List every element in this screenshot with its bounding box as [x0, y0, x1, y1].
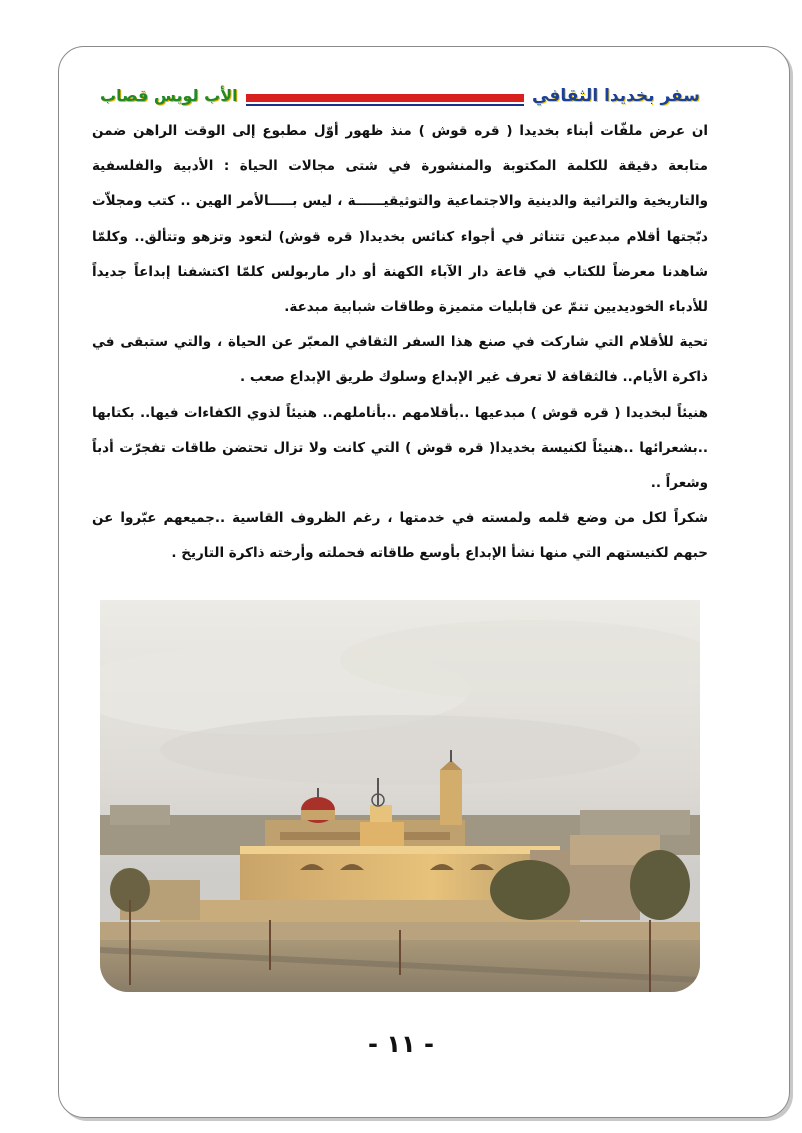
- church-town-photo: [100, 600, 700, 992]
- page-number: - ١١ -: [368, 1030, 434, 1058]
- paragraph-3: هنيئاً لبخديدا ( قره قوش ) مبدعيها ..بأقلامهم ..بأناملهم.. هنيئاً لذوي الكفاءات فيها.. بكتابها ..بشعرائها ..هنيئاً لكنيسة بخديدا( قره قوش ) التي كانت ولا تزال تحتضن طاقات تفجرّت أدباً وشعراً ..: [92, 404, 708, 492]
- author-name: الأب لويس قصاب: [92, 82, 246, 110]
- book-title: سفر بخديدا الثقافي: [524, 82, 708, 110]
- article-body: [92, 114, 708, 572]
- page-header: [92, 86, 708, 112]
- paragraph-4: شكراً لكل من وضع قلمه ولمسته في خدمتها ، رغم الظروف القاسية ..جميعهم عبّروا عن حبهم لكنيستهم التي منها نشأ الإبداع بأوسع طاقاته فحملته وأرخته ذاكرة التاريخ .: [92, 510, 708, 562]
- paragraph-2: تحية للأقلام التي شاركت في صنع هذا السفر الثقافي المعبّر عن الحياة ، والتي ستبقى في ذاكرة الأيام.. فالثقافة لا تعرف غير الإبداع وسلوك طريق الإبداع صعب .: [92, 334, 708, 386]
- paragraph-1: ان عرض ملفّات أبناء بخديدا ( قره قوش ) منذ ظهور أوّل مطبوع إلى الوقت الراهن ضمن متابعة دقيقة للكلمة المكتوبة والمنشورة في شتى مجالات الحياة : الأدبية والفلسفية والتاريخية والتراثية والدينية والاجتماعية والتوثيقيــــــة ، ليس بـــــالأمر الهين .. كتب ومجلاّت دبّجتها أقلام مبدعين تتناثر في أجواء كنائس بخديدا( قره قوش) لتعود وتزهو وتتألق.. وكلمّا شاهدنا معرضاً للكتاب في قاعة دار الآباء الكهنة أو دار ماربولس كلمّا اكتشفنا إبداعاً جديداً للأدباء الخوديديين تنمّ عن قابليات متميزة وطاقات شبابية مبدعة.: [92, 123, 708, 316]
